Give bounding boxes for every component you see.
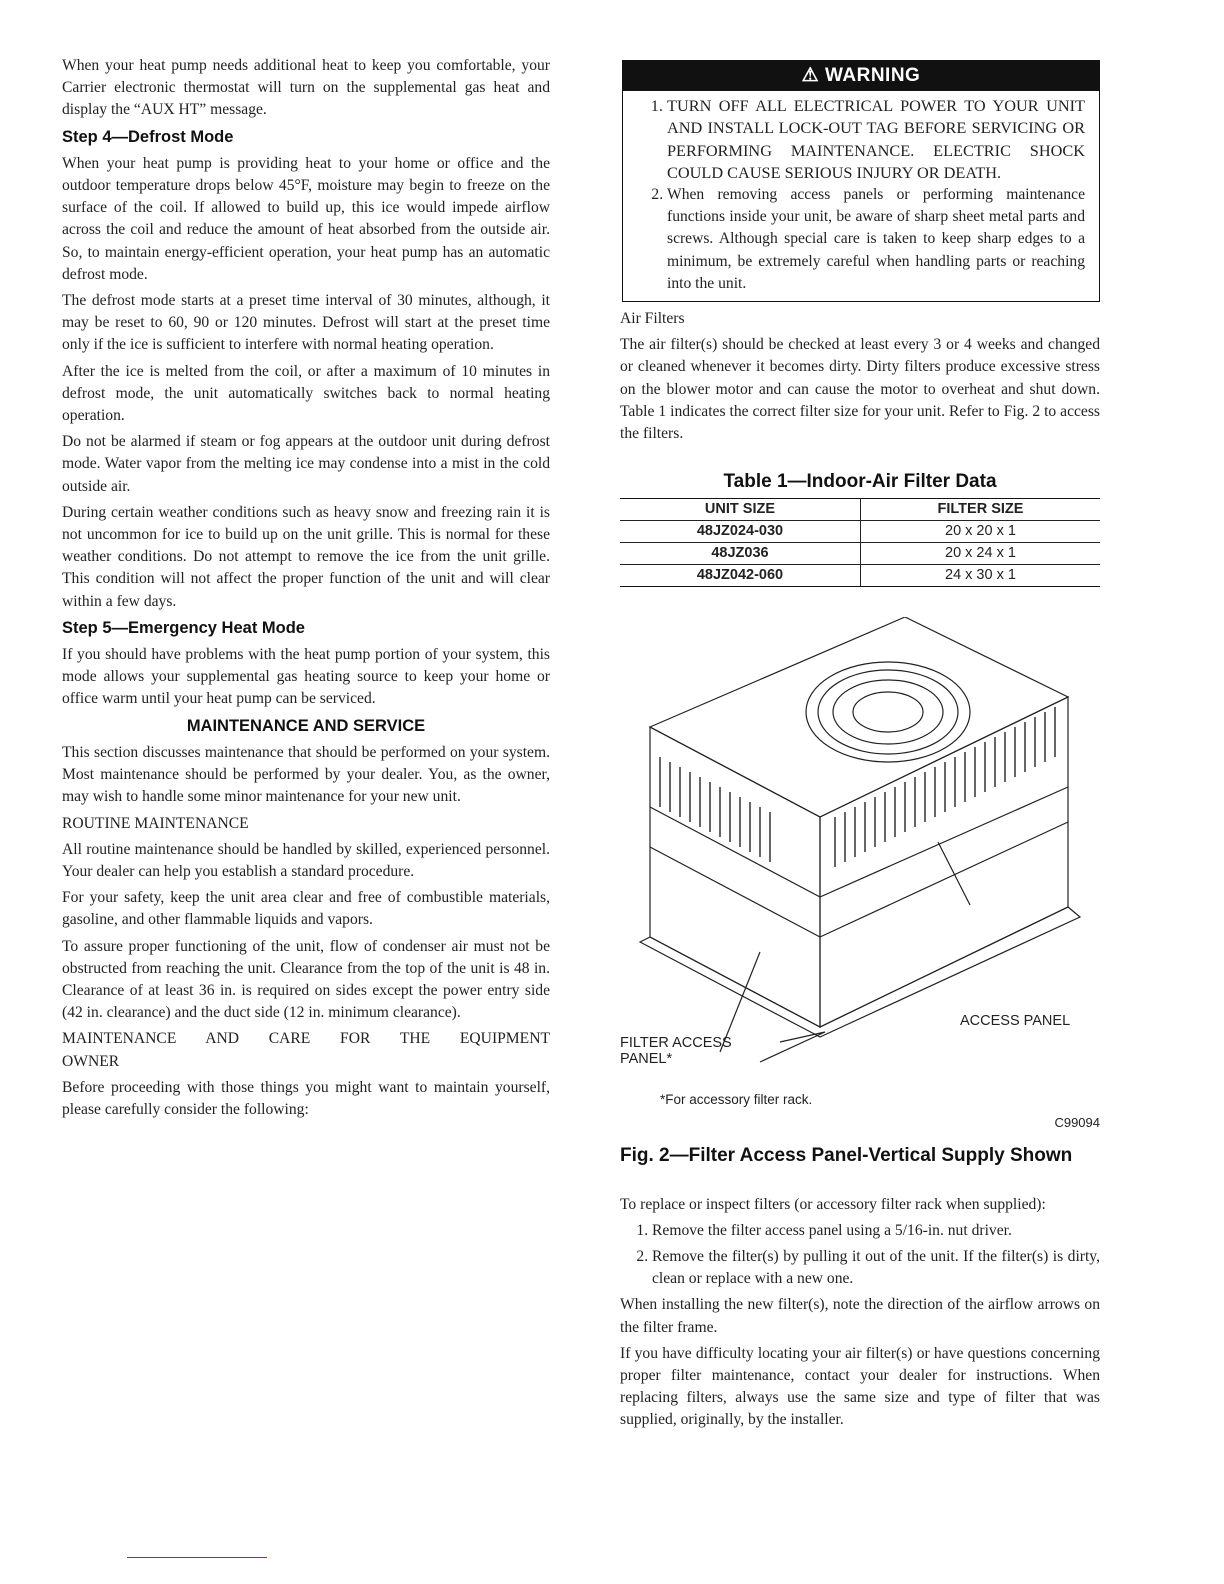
figure-code: C99094 <box>1054 1115 1100 1131</box>
table-header: UNIT SIZE <box>620 499 860 521</box>
paragraph: For your safety, keep the unit area clear and free of combustible materials, gasoline, and other flammable liquids and vapors. <box>62 889 550 929</box>
paragraph: Before proceeding with those things you might want to maintain yourself, please carefully consider the following: <box>62 1078 550 1118</box>
table-cell: 48JZ036 <box>620 543 860 565</box>
access-panel-label: ACCESS PANEL <box>960 1013 1071 1030</box>
paragraph: All routine maintenance should be handled by skilled, experienced personnel. Your dealer can help you establish a standard procedure. <box>62 840 550 880</box>
paragraph: When your heat pump needs additional heat to keep you comfortable, your Carrier electronic thermostat will turn on the supplemental gas heat and display the “AUX HT” message. <box>62 57 550 119</box>
paragraph: Do not be alarmed if steam or fog appears at the outdoor unit during defrost mode. Water vapor from the melting ice may condense into a mist in the cold outside air. <box>62 433 550 495</box>
table-row <box>620 521 1100 543</box>
warning-triangle-icon: ⚠ <box>801 65 820 86</box>
table-cell: 20 x 24 x 1 <box>860 543 1100 565</box>
footer-divider <box>127 1557 267 1558</box>
table-cell: 20 x 20 x 1 <box>860 521 1100 543</box>
subheading-air-filters: Air Filters <box>620 310 685 328</box>
step-item: 2. Remove the filter(s) by pulling it out of the unit. If the filter(s) is dirty, clean or replace with a new one. <box>652 1246 1100 1290</box>
paragraph: When installing the new filter(s), note the direction of the airflow arrows on the filter frame. <box>620 1296 1100 1336</box>
figure-footnote: *For accessory filter rack. <box>660 1092 813 1108</box>
heading-step-4: Step 4—Defrost Mode <box>62 127 234 146</box>
paragraph: During certain weather conditions such as heavy snow and freezing rain it is not uncommon for ice to build up on the unit grille. This is normal for these weather conditions. Do not attempt to remove the ice from the unit grille. This condition will not affect the proper function of the unit and will clear within a few days. <box>62 503 550 610</box>
filter-data-table <box>620 498 1100 587</box>
table-title: Table 1—Indoor-Air Filter Data <box>723 471 997 493</box>
heading-maintenance: MAINTENANCE AND SERVICE <box>186 716 426 735</box>
warning-header <box>623 61 1099 91</box>
table-header: FILTER SIZE <box>860 499 1100 521</box>
left-column <box>62 55 550 1125</box>
paragraph: To assure proper functioning of the unit, flow of condenser air must not be obstructed from reaching the unit. Clearance from the top of the unit is 48 in. Clearance of at least 36 in. is required on sides except the power entry side (42 in. clearance) and the duct side (12 in. minimum clearance). <box>62 937 550 1022</box>
subheading-routine: ROUTINE MAINTENANCE <box>62 814 249 832</box>
paragraph: The air filter(s) should be checked at least every 3 or 4 weeks and changed or cleaned whenever it becomes dirty. Dirty filters produce excessive stress on the blower motor and can cause the motor to overheat and shut down. Table 1 indicates the correct filter size for your unit. Refer to Fig. 2 to access the filters. <box>620 336 1100 443</box>
filter-access-panel-label: FILTER ACCESS PANEL* <box>620 1035 732 1068</box>
warning-item: 1. TURN OFF ALL ELECTRICAL POWER TO YOUR UNIT AND INSTALL LOCK-OUT TAG BEFORE SERVICING OR PERFORMING MAINTENANCE. ELECTRIC SHOCK COULD CAUSE SERIOUS INJURY OR DEATH. <box>667 95 1085 184</box>
table-row <box>620 565 1100 587</box>
subheading-care: MAINTENANCE AND CARE FOR THE EQUIPMENT OWNER <box>62 1030 550 1070</box>
filter-steps <box>620 1220 1100 1291</box>
table-cell: 48JZ042-060 <box>620 565 860 587</box>
figure-unit-drawing <box>620 617 1100 1137</box>
right-column <box>620 60 1100 1436</box>
heading-step-5: Step 5—Emergency Heat Mode <box>62 618 305 637</box>
paragraph: If you should have problems with the heat pump portion of your system, this mode allows your supplemental gas heating source to keep your home or office warm until your heat pump can be serviced. <box>62 646 550 708</box>
warning-box <box>622 60 1100 302</box>
table-cell: 48JZ024-030 <box>620 521 860 543</box>
table-cell: 24 x 30 x 1 <box>860 565 1100 587</box>
figure-caption: Fig. 2—Filter Access Panel-Vertical Supply Shown <box>620 1145 1073 1167</box>
paragraph: If you have difficulty locating your air filter(s) or have questions concerning proper filter maintenance, contact your dealer for instructions. When replacing filters, always use the same size and type of filter that was supplied, originally, by the installer. <box>620 1344 1100 1429</box>
table-row <box>620 543 1100 565</box>
paragraph: When your heat pump is providing heat to your home or office and the outdoor temperature drops below 45°F, moisture may begin to freeze on the surface of the coil. If allowed to build up, this ice would impede airflow across the coil and reduce the amount of heat absorbed from the outside air. So, to maintain energy-efficient operation, your heat pump has an automatic defrost mode. <box>62 154 550 283</box>
paragraph: After the ice is melted from the coil, or after a maximum of 10 minutes in defrost mode, the unit automatically switches back to normal heating operation. <box>62 362 550 425</box>
paragraph: To replace or inspect filters (or accessory filter rack when supplied): <box>620 1195 1046 1213</box>
paragraph: The defrost mode starts at a preset time interval of 30 minutes, although, it may be reset to 60, 90 or 120 minutes. Defrost will start at the preset time only if the ice is sufficient to interfere with normal heating operation. <box>62 292 550 354</box>
warning-title: WARNING <box>825 65 921 86</box>
step-item: 1. Remove the filter access panel using a 5/16-in. nut driver. <box>652 1220 1100 1242</box>
warning-item: 2. When removing access panels or performing maintenance functions inside your unit, be aware of sharp sheet metal parts and screws. Although special care is taken to keep sharp edges to a minimum, be extremely careful when handling parts or reaching into the unit. <box>667 184 1085 295</box>
paragraph: This section discusses maintenance that should be performed on your system. Most maintenance should be performed by your dealer. You, as the owner, may wish to handle some minor maintenance for your new unit. <box>62 743 550 806</box>
